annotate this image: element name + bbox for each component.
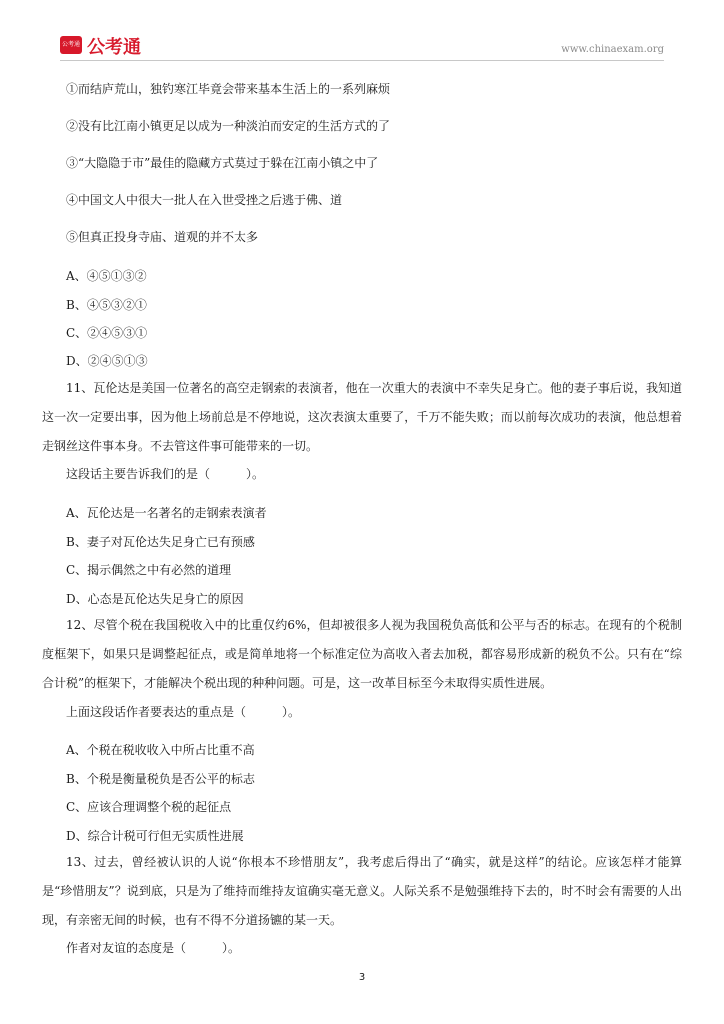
q11-prompt: 这段话主要告诉我们的是（ ）。 (66, 467, 265, 481)
q11-option-a: A、瓦伦达是一名著名的走钢索表演者 (66, 506, 267, 520)
q12-option-d: D、综合计税可行但无实质性进展 (66, 829, 244, 843)
q12-option-c: C、应该合理调整个税的起征点 (66, 800, 232, 814)
sentence-4: ④中国文人中很大一批人在入世受挫之后逃于佛、道 (66, 193, 343, 207)
q12-stem: 12、尽管个税在我国税收入中的比重仅约6%，但却被很多人视为我国税负高低和公平与否的标志。在现有的个税制度框架下，如果只是调整起征点，或是简单地将一个标准定位为高收入者去加税，都容易形成新的税负不公。只有在“综合计税”的框架下，才能解决个税出现的种种问题。可是，这一改革目标至今未取得实质性进展。 (42, 618, 682, 690)
q10-option-c: C、②④⑤③① (66, 326, 148, 340)
q11-option-c: C、揭示偶然之中有必然的道理 (66, 563, 232, 577)
site-url[interactable]: www.chinaexam.org (561, 44, 664, 55)
q12-option-a: A、个税在税收收入中所占比重不高 (66, 743, 255, 757)
q12-option-b: B、个税是衡量税负是否公平的标志 (66, 772, 255, 786)
logo-icon: 公考通 (60, 36, 82, 54)
q13-stem: 13、过去，曾经被认识的人说“你根本不珍惜朋友”，我考虑后得出了“确实，就是这样”的结论。应该怎样才能算是“珍惜朋友”？说到底，只是为了维持而维持友谊确实毫无意义。人际关系不是勉强维持下去的，时不时会有需要的人出现，有亲密无间的时候，也有不得不分道扬镳的某一天。 (42, 855, 682, 927)
q11-stem: 11、瓦伦达是美国一位著名的高空走钢索的表演者，他在一次重大的表演中不幸失足身亡。他的妻子事后说，我知道这一次一定要出事，因为他上场前总是不停地说，这次表演太重要了，千万不能失败；而以前每次成功的表演，他总想着走钢丝这件事本身。不去管这件事可能带来的一切。 (42, 381, 682, 453)
sentence-5: ⑤但真正投身寺庙、道观的并不太多 (66, 230, 259, 244)
q10-option-d: D、②④⑤①③ (66, 354, 148, 368)
sentence-3: ③“大隐隐于市”最佳的隐藏方式莫过于躲在江南小镇之中了 (66, 156, 379, 170)
q11-option-b: B、妻子对瓦伦达失足身亡已有预感 (66, 535, 255, 549)
q11-option-d: D、心态是瓦伦达失足身亡的原因 (66, 592, 244, 606)
sentence-2: ②没有比江南小镇更足以成为一种淡泊而安定的生活方式的了 (66, 119, 391, 133)
q13-prompt: 作者对友谊的态度是（ ）。 (66, 941, 241, 955)
q12-prompt: 上面这段话作者要表达的重点是（ ）。 (66, 705, 301, 719)
page-header (60, 34, 664, 60)
q10-option-a: A、④⑤①③② (66, 269, 147, 283)
logo-text: 公考通 (87, 37, 141, 58)
header-divider (60, 60, 664, 61)
q10-option-b: B、④⑤③②① (66, 298, 147, 312)
sentence-1: ①而结庐荒山，独钓寒江毕竟会带来基本生活上的一系列麻烦 (66, 82, 391, 96)
page-number: 3 (358, 972, 366, 983)
